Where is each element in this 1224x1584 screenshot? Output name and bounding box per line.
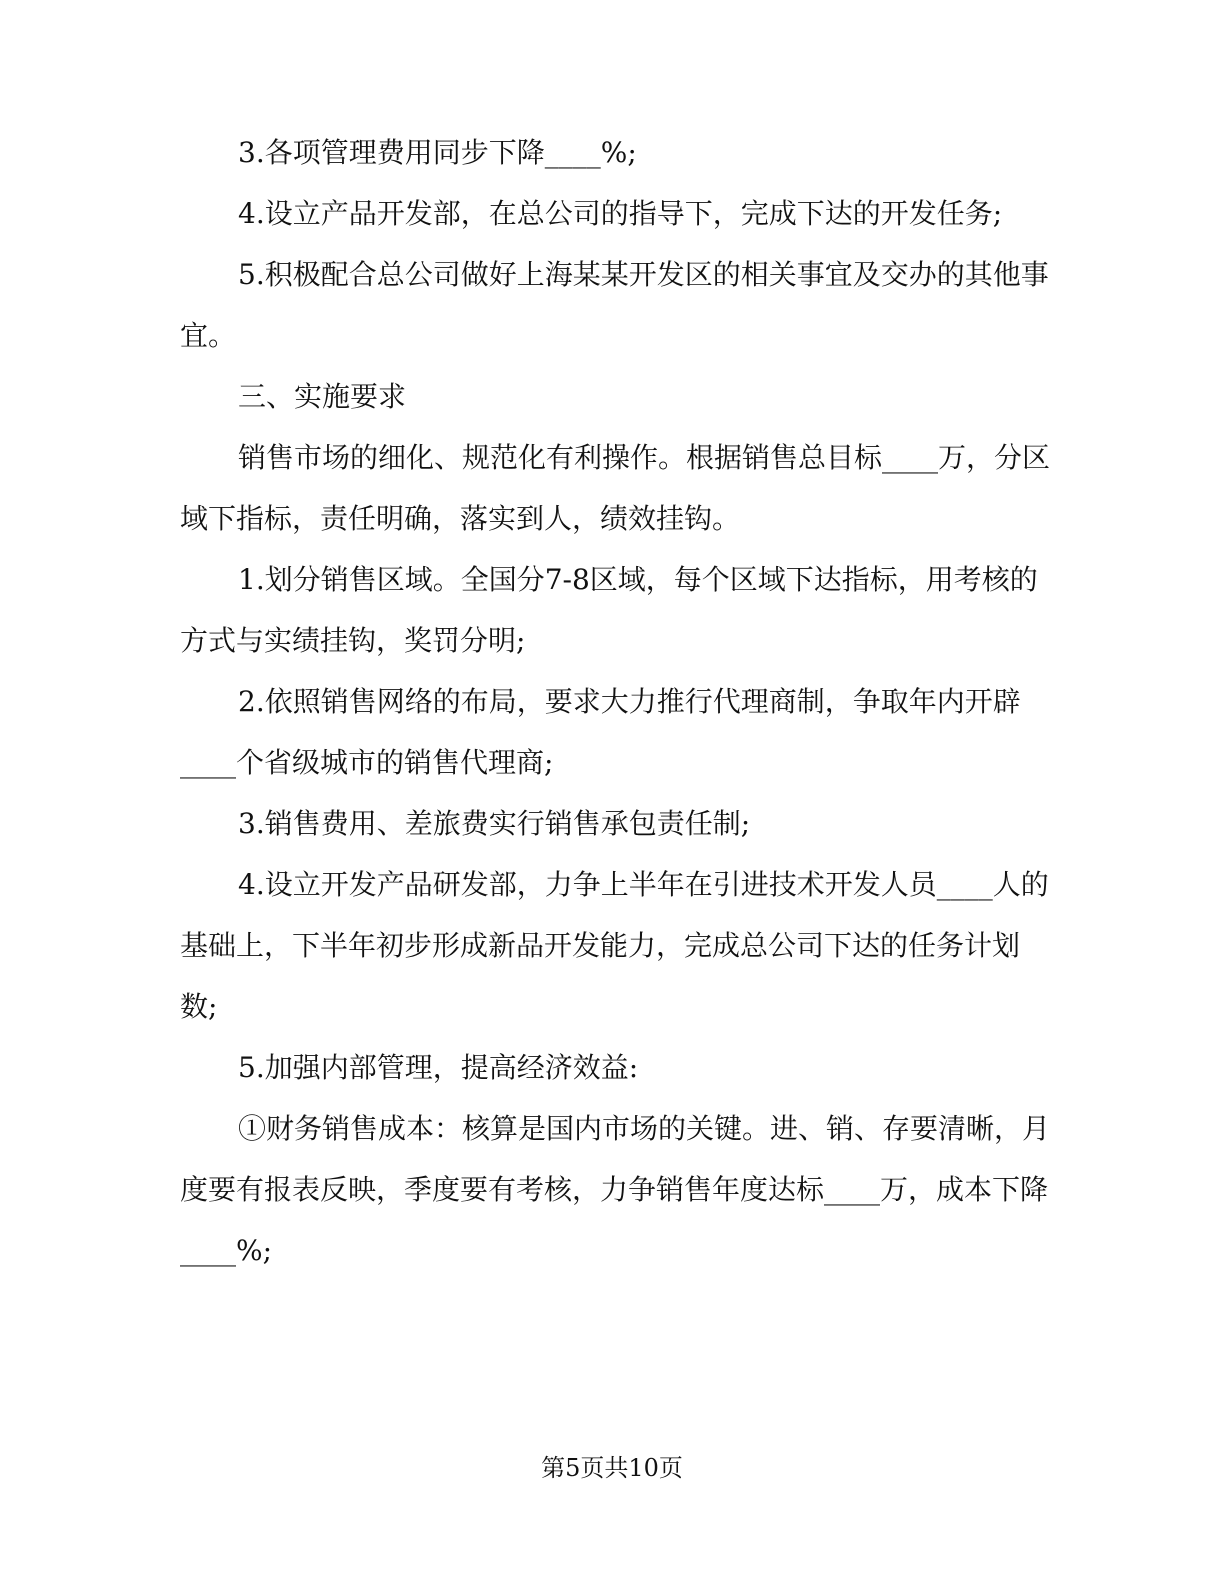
paragraph-product-dept: 4.设立产品开发部，在总公司的指导下，完成下达的开发任务; (238, 197, 1003, 230)
section-heading-implementation: 三、实施要求 (238, 380, 407, 413)
paragraph-internal-management: 5.加强内部管理，提高经济效益: (238, 1051, 639, 1084)
paragraph-rd-dept: 4.设立开发产品研发部，力争上半年在引进技术开发人员____人的基础上，下半年初步形成新品开发能力，完成总公司下达的任务计划数; (180, 868, 1049, 1023)
paragraph-sales-expenses: 3.销售费用、差旅费实行销售承包责任制; (238, 807, 751, 840)
paragraph-sales-regions: 1.划分销售区域。全国分7-8区域，每个区域下达指标，用考核的方式与实绩挂钩，奖罚分明; (180, 563, 1038, 657)
paragraph-market-refinement: 销售市场的细化、规范化有利操作。根据销售总目标____万，分区域下指标，责任明确，落实到人，绩效挂钩。 (180, 441, 1051, 535)
paragraph-shanghai-cooperation: 5.积极配合总公司做好上海某某开发区的相关事宜及交办的其他事宜。 (180, 258, 1049, 352)
paragraph-agent-system: 2.依照销售网络的布局，要求大力推行代理商制，争取年内开辟____个省级城市的销售代理商; (180, 685, 1021, 779)
paragraph-financial-cost: ①财务销售成本：核算是国内市场的关键。进、销、存要清晰，月度要有报表反映，季度要有考核，力争销售年度达标____万，成本下降____%; (180, 1112, 1051, 1267)
paragraph-admin-cost: 3.各项管理费用同步下降____%; (238, 136, 637, 169)
document-body (180, 122, 1050, 1281)
page-number-footer: 第5页共10页 (541, 1454, 683, 1482)
